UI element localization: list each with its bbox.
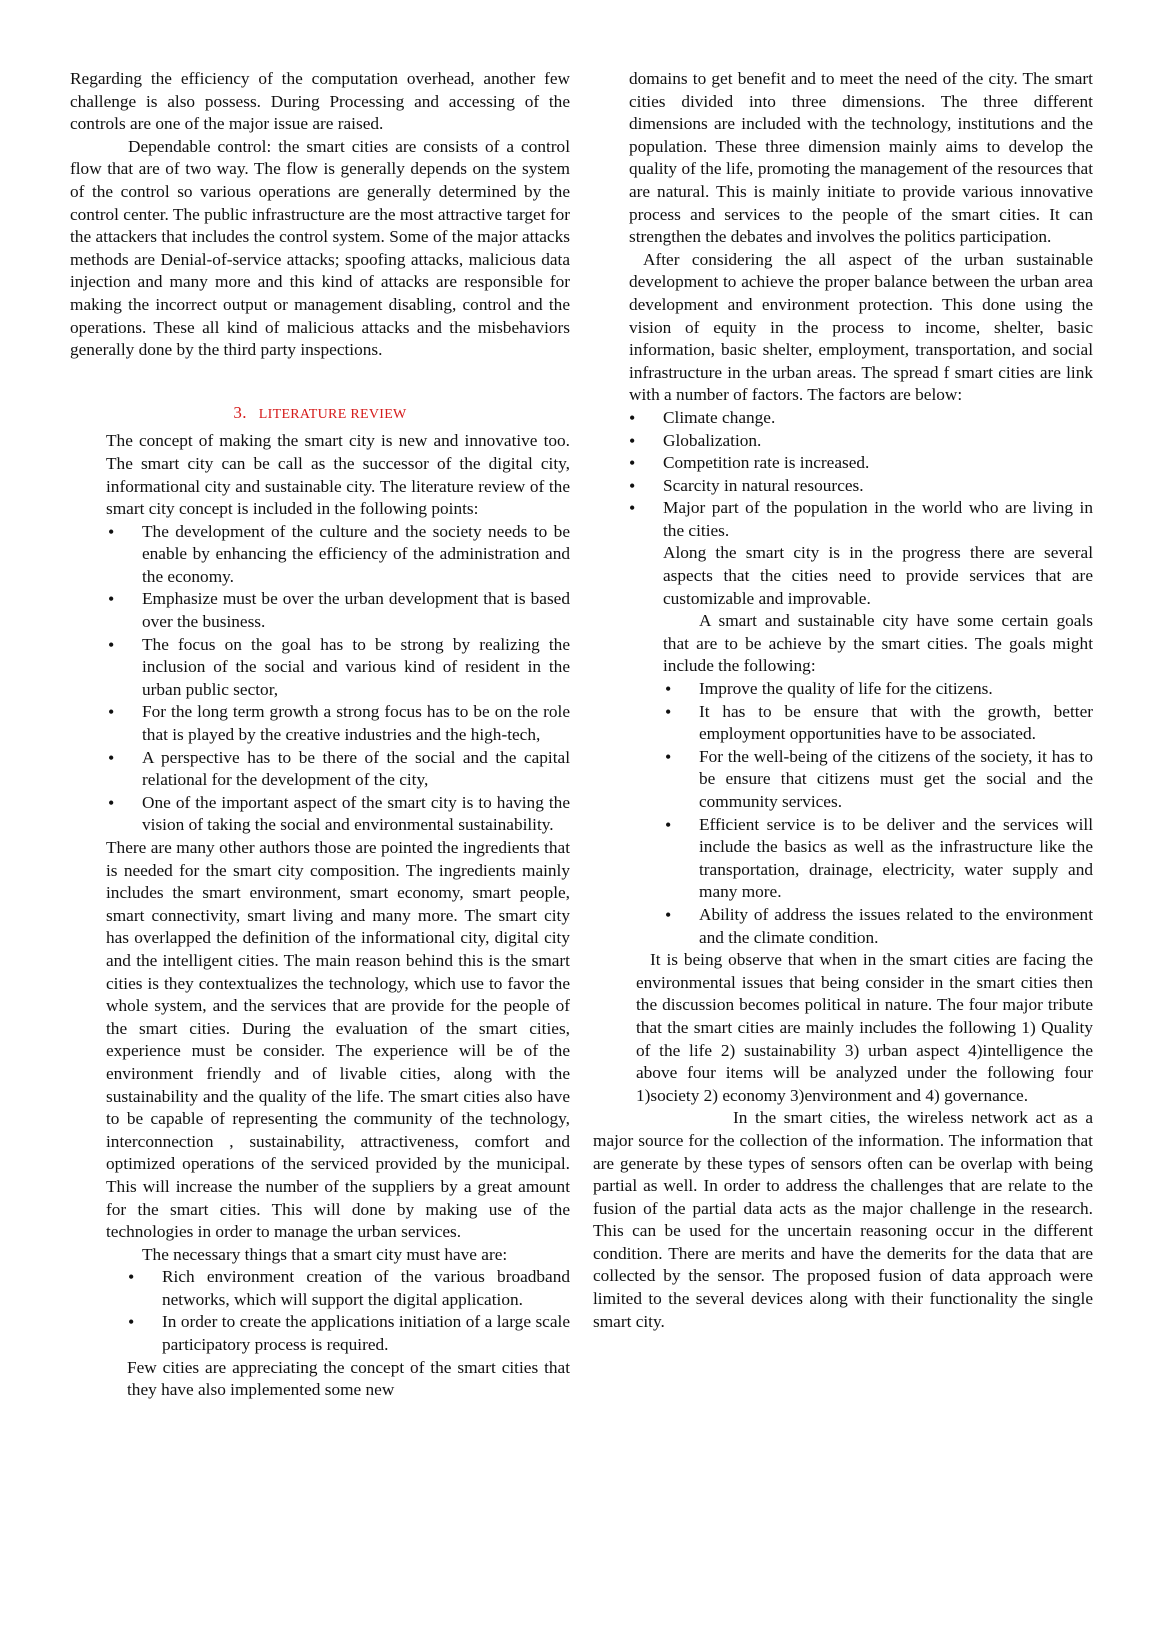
list-item: • Scarcity in natural resources.	[663, 475, 1093, 498]
list-item: • It has to be ensure that with the growth, better employment opportunities have to be associated.	[699, 701, 1093, 746]
list-item: • In order to create the applications initiation of a large scale participatory process is required.	[162, 1311, 570, 1356]
list-item: • Competition rate is increased.	[663, 452, 1093, 475]
section-heading	[70, 402, 570, 427]
list-item: • Major part of the population in the world who are living in the cities.	[663, 497, 1093, 542]
list-item: • The development of the culture and the society needs to be enable by enhancing the efficiency of the administration and the economy.	[142, 521, 570, 589]
list-item: • A perspective has to be there of the social and the capital relational for the development of the city,	[142, 747, 570, 792]
right-column	[593, 68, 1093, 1333]
list-item: • Globalization.	[663, 430, 1093, 453]
paragraph-authors: There are many other authors those are pointed the ingredients that is needed for the smart city composition. The ingredients mainly includes the smart environment, smart economy, smart people, smart connectivity, smart living and many more. The smart city has overlapped the definition of the informational city, digital city and the intelligent cities. The main reason behind this is the smart cities is they contextualizes the technology, which use to favor the whole system, and the services that are provide for the people of the smart cities. During the evaluation of the smart cities, experience must be consider. The experience will be of the environment friendly and of livable cities, along with the sustainability and the quality of the life. The smart cities also have to be capable of representing the community of the technology, interconnection , sustainability, attractiveness, comfort and optimized operations of the serviced provided by the municipal. This will increase the number of the suppliers by a great amount for the smart cities. This will done by making use of the technologies in order to manage the urban services.	[106, 838, 570, 1242]
paragraph-efficiency: Regarding the efficiency of the computation overhead, another few challenge is also possess. During Processing and accessing of the controls are one of the major issue are raised.	[70, 69, 570, 134]
paragraph-few-cities: Few cities are appreciating the concept of the smart cities that they have also implemented some new	[127, 1357, 570, 1400]
list-item: • Improve the quality of life for the citizens.	[699, 678, 1093, 701]
section-number: 3.	[233, 402, 247, 422]
paragraph-observe: It is being observe that when in the smart cities are facing the environmental issues that being consider in the smart cities then the discussion becomes political in nature. The four major tribute that the smart cities are mainly includes the following 1) Quality of the life 2) sustainability 3) urban aspect 4)intelligence the above four items will be analyzed under the following four 1)society 2) economy 3)environment and 4) governance.	[636, 950, 1093, 1105]
necessary-things-list	[162, 1266, 570, 1356]
list-item: • Climate change.	[663, 407, 1093, 430]
paragraph-concept: The concept of making the smart city is new and innovative too. The smart city can be call as the successor of the digital city, informational city and sustainable city. The literature review of the smart city concept is included in the following points:	[106, 431, 570, 519]
factors-list	[663, 407, 1093, 543]
list-item: • One of the important aspect of the smart city is to having the vision of taking the social and environmental sustainability.	[142, 792, 570, 837]
paragraph-domains: domains to get benefit and to meet the need of the city. The smart cities divided into three dimensions. The three different dimensions are included with the technology, institutions and the population. These three dimension mainly aims to develop the quality of the life, promoting the management of the resources that are natural. This is mainly initiate to provide various innovative process and services to the people of the smart cities. It can strengthen the debates and involves the politics participation.	[629, 69, 1093, 247]
list-item: • The focus on the goal has to be strong by realizing the inclusion of the social and various kind of resident in the urban public sector,	[142, 634, 570, 702]
paragraph-along: Along the smart city is in the progress there are several aspects that the cities need to provide services that are customizable and improvable.	[663, 543, 1093, 608]
list-item: • Ability of address the issues related to the environment and the climate condition.	[699, 904, 1093, 949]
list-item: • Rich environment creation of the various broadband networks, which will support the digital application.	[162, 1266, 570, 1311]
list-item: • Emphasize must be over the urban development that is based over the business.	[142, 588, 570, 633]
left-column	[70, 68, 570, 1402]
paragraph-sustainable-city: A smart and sustainable city have some certain goals that are to be achieve by the smart cities. The goals might include the following:	[663, 611, 1093, 676]
paragraph-necessary: The necessary things that a smart city must have are:	[142, 1244, 508, 1264]
goals-list	[699, 678, 1093, 949]
paragraph-wireless: In the smart cities, the wireless network act as a major source for the collection of the information. The information that are generate by these types of sensors often can be overlap with being partial as well. In order to address the challenges that are relate to the fusion of the partial data acts as the major challenge in the research. This can be used for the uncertain reasoning occur in the different condition. There are merits and have the demerits for the data that are collected by the sensor. The proposed fusion of data approach were limited to the several devices along with their functionality the single smart city.	[593, 1108, 1093, 1331]
section-title: LITERATURE REVIEW	[258, 406, 407, 422]
literature-points-list	[142, 521, 570, 837]
list-item: • For the well-being of the citizens of the society, it has to be ensure that citizens must get the social and the community services.	[699, 746, 1093, 814]
paragraph-dependable-control: Dependable control: the smart cities are consists of a control flow that are of two way. The flow is generally depends on the system of the control so various operations are generally determined by the control center. The public infrastructure are the most attractive target for the attackers that includes the control system. Some of the major attacks methods are Denial-of-service attacks; spoofing attacks, malicious data injection and many more and this kind of attacks are responsible for making the incorrect output or management disabling, control and the operations. These all kind of malicious attacks and the misbehaviors generally done by the third party inspections.	[70, 136, 570, 360]
list-item: • Efficient service is to be deliver and the services will include the basics as well as the infrastructure like the transportation, drainage, electricity, water supply and many more.	[699, 814, 1093, 904]
paragraph-after-considering: After considering the all aspect of the urban sustainable development to achieve the proper balance between the urban area development and environment protection. This done using the vision of equity in the process to income, shelter, basic information, basic shelter, employment, transportation, and social infrastructure in the urban areas. The spread f smart cities are link with a number of factors. The factors are below:	[629, 249, 1093, 405]
list-item: • For the long term growth a strong focus has to be on the role that is played by the creative industries and the high-tech,	[142, 701, 570, 746]
